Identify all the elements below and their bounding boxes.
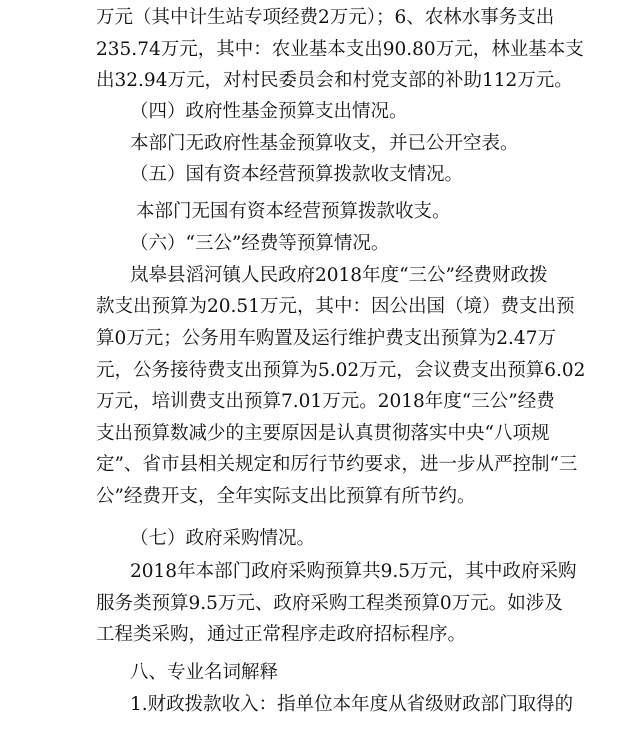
text-line: 定”、省市县相关规定和厉行节约要求，进一步从严控制“三 bbox=[96, 454, 578, 475]
text-line: 款支出预算为20.51万元，其中：因公出国（境）费支出预 bbox=[96, 296, 575, 317]
text-line: 万元（其中计生站专项经费2万元）；6、农林水事务支出 bbox=[96, 7, 555, 28]
section-heading: （五）国有资本经营预算拨款收支情况。 bbox=[130, 164, 464, 185]
text-line: 235.74万元，其中：农业基本支出90.80万元，林业基本支 bbox=[96, 39, 584, 60]
text-line: 岚皋县滔河镇人民政府2018年度“三公”经费财政拨 bbox=[130, 265, 548, 286]
section-heading: （七）政府采购情况。 bbox=[130, 528, 316, 549]
text-line: 本部门无国有资本经营预算拨款收支。 bbox=[136, 201, 451, 222]
text-line: 算0万元；公务用车购置及运行维护费支出预算为2.47万 bbox=[96, 328, 556, 349]
text-line: 元，公务接待费支出预算为5.02万元，会议费支出预算6.02 bbox=[96, 360, 586, 381]
text-line: 服务类预算9.5万元、政府采购工程类预算0万元。如涉及 bbox=[96, 593, 563, 614]
text-line: 1.财政拨款收入：指单位本年度从省级财政部门取得的 bbox=[130, 694, 574, 715]
section-heading: （四）政府性基金预算支出情况。 bbox=[130, 101, 408, 122]
text-line: 2018年本部门政府采购预算共9.5万元，其中政府采购 bbox=[130, 561, 577, 582]
text-line: 工程类采购，通过正常程序走政府招标程序。 bbox=[96, 624, 467, 645]
text-line: 万元，培训费支出预算7.01万元。2018年度“三公”经费 bbox=[96, 391, 555, 412]
text-line: 本部门无政府性基金预算收支，并已公开空表。 bbox=[130, 133, 519, 154]
section-heading: （六）“三公”经费等预算情况。 bbox=[130, 233, 390, 254]
text-line: 公”经费开支，全年实际支出比预算有所节约。 bbox=[96, 486, 476, 507]
text-line: 出32.94万元，对村民委员会和村党支部的补助112万元。 bbox=[96, 70, 573, 91]
text-line: 支出预算数减少的主要原因是认真贯彻落实中央“八项规 bbox=[96, 423, 550, 444]
section-heading: 八、专业名词解释 bbox=[130, 662, 279, 683]
